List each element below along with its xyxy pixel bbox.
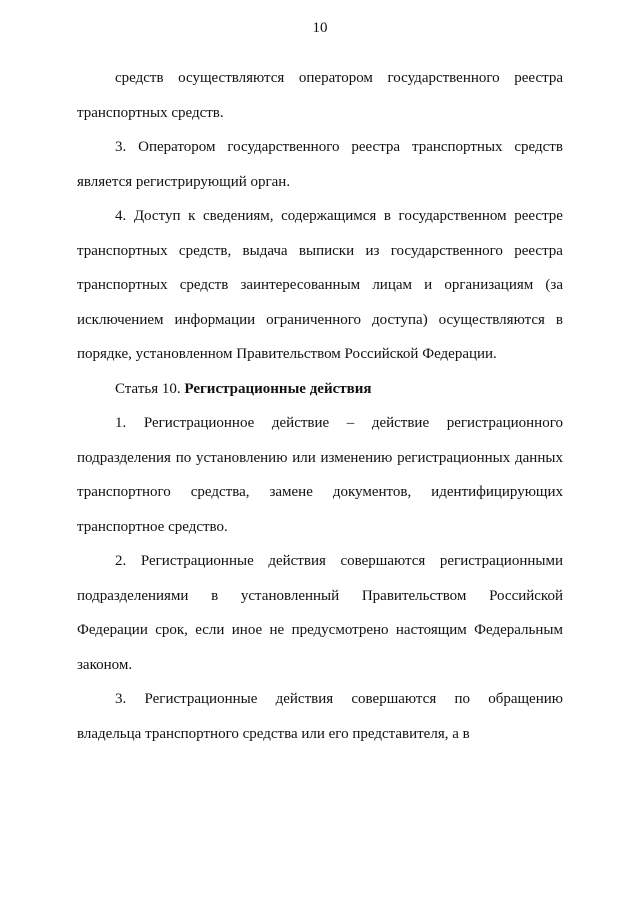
word: предусмотрено (291, 622, 389, 638)
word: реестра (514, 70, 563, 86)
word: транспортных (411, 139, 503, 155)
word: Федеральным (474, 622, 563, 638)
word: к (188, 208, 196, 224)
word: Регистрационное (143, 415, 255, 431)
text-line (77, 344, 563, 379)
word: организациям (444, 277, 534, 293)
text-line (77, 517, 563, 552)
word: средств (514, 139, 563, 155)
word: средств (115, 70, 164, 86)
word: ограниченного (266, 311, 362, 328)
text-line (77, 68, 563, 103)
article-heading (77, 379, 563, 414)
text-line (77, 206, 563, 241)
paragraph (77, 689, 563, 758)
line-text: порядке, установленном Правительством Российской Федерации. (77, 346, 497, 362)
text-line (77, 551, 563, 586)
text-line (77, 172, 563, 207)
word: 3. (115, 139, 127, 155)
word: подразделения (77, 449, 171, 466)
word: не (269, 622, 285, 638)
page-number: 10 (312, 20, 328, 36)
word: замене (269, 484, 313, 500)
word: и (424, 277, 433, 293)
word: средства, (190, 484, 250, 500)
word: подразделениями (77, 587, 189, 604)
word: Российской (489, 587, 563, 604)
word: регистрационными (439, 553, 563, 569)
word: действие (271, 415, 330, 431)
word: лицам (372, 277, 413, 293)
word: государственном (398, 208, 507, 224)
line-text: транспортных средств. (77, 104, 224, 121)
word: в (383, 208, 391, 224)
word: идентифицирующих (431, 484, 563, 500)
word: выписки (298, 242, 355, 259)
word: по (454, 691, 470, 707)
word: 4. (115, 208, 127, 224)
word: Регистрационные (144, 691, 258, 707)
word: Правительством (361, 587, 467, 604)
word: – (346, 415, 355, 431)
text-line (77, 310, 563, 345)
word: Федерации (77, 622, 148, 638)
text-line (77, 103, 563, 138)
text-line (77, 655, 563, 690)
line-text: законом. (77, 656, 133, 673)
word: транспортных (77, 242, 168, 259)
word: государственного (387, 70, 500, 86)
word: осуществляются (438, 311, 545, 328)
word: настоящим (395, 622, 467, 638)
word: средств (179, 277, 229, 293)
word: регистрационного (446, 415, 563, 431)
word: или (292, 449, 316, 466)
text-line (77, 275, 563, 310)
word: совершаются (351, 691, 437, 707)
text-line (77, 137, 563, 172)
word: срок, (155, 622, 188, 638)
word: если (195, 622, 225, 638)
word: по (175, 449, 192, 466)
paragraph (77, 413, 563, 551)
word: Оператором (138, 139, 216, 155)
paragraph (77, 137, 563, 206)
word: иное (231, 622, 263, 638)
word: Регистрационные (140, 553, 254, 569)
word: выдача (242, 242, 288, 259)
word: осуществляются (178, 70, 285, 86)
word: доступа) (372, 311, 428, 328)
word: транспортных (77, 277, 168, 293)
word: действие (371, 415, 430, 431)
word: содержащимся (281, 208, 377, 224)
word: обращению (488, 691, 563, 707)
text-line (77, 586, 563, 621)
word: реестра (351, 139, 401, 155)
word: государственного (390, 242, 503, 259)
word: совершаются (340, 553, 426, 569)
article-number: Статья 10. (115, 380, 185, 397)
word: исключением (77, 311, 164, 328)
word: средств, (178, 242, 232, 259)
word: государственного (227, 139, 340, 155)
text-line (77, 482, 563, 517)
word: установленный (240, 587, 340, 604)
word: 2. (115, 553, 127, 569)
word: транспортного (77, 484, 171, 500)
word: оператором (298, 70, 373, 86)
word: действия (268, 553, 326, 569)
text-line (77, 379, 563, 414)
line-text: владельца транспортного средства или его представителя, а в (77, 725, 470, 742)
word: в (211, 587, 219, 604)
text-line (77, 413, 563, 448)
text-line (77, 620, 563, 655)
word: изменению (320, 449, 393, 466)
word: 1. (115, 415, 127, 431)
text-line (77, 241, 563, 276)
word: регистрационных (397, 449, 511, 466)
word: информации (174, 311, 256, 328)
word: реестра (514, 242, 563, 259)
paragraph (77, 206, 563, 379)
line-text: является регистрирующий орган. (77, 173, 291, 190)
paragraph (77, 551, 563, 689)
word: сведениям, (202, 208, 274, 224)
text-line (77, 448, 563, 483)
word: из (365, 242, 380, 259)
text-line (77, 724, 563, 759)
word: установлению (196, 449, 288, 466)
word: данных (515, 449, 563, 466)
word: Доступ (133, 208, 181, 224)
paragraph (77, 68, 563, 137)
text-line (77, 689, 563, 724)
word: в (555, 311, 563, 328)
article-title: Регистрационные действия (184, 380, 372, 397)
document-body (77, 68, 563, 758)
word: (за (545, 277, 563, 293)
word: документов, (332, 484, 412, 500)
word: заинтересованным (240, 277, 361, 293)
word: реестре (514, 208, 563, 224)
word: действия (275, 691, 334, 707)
line-text: транспортное средство. (77, 518, 228, 535)
word: 3. (115, 691, 127, 707)
